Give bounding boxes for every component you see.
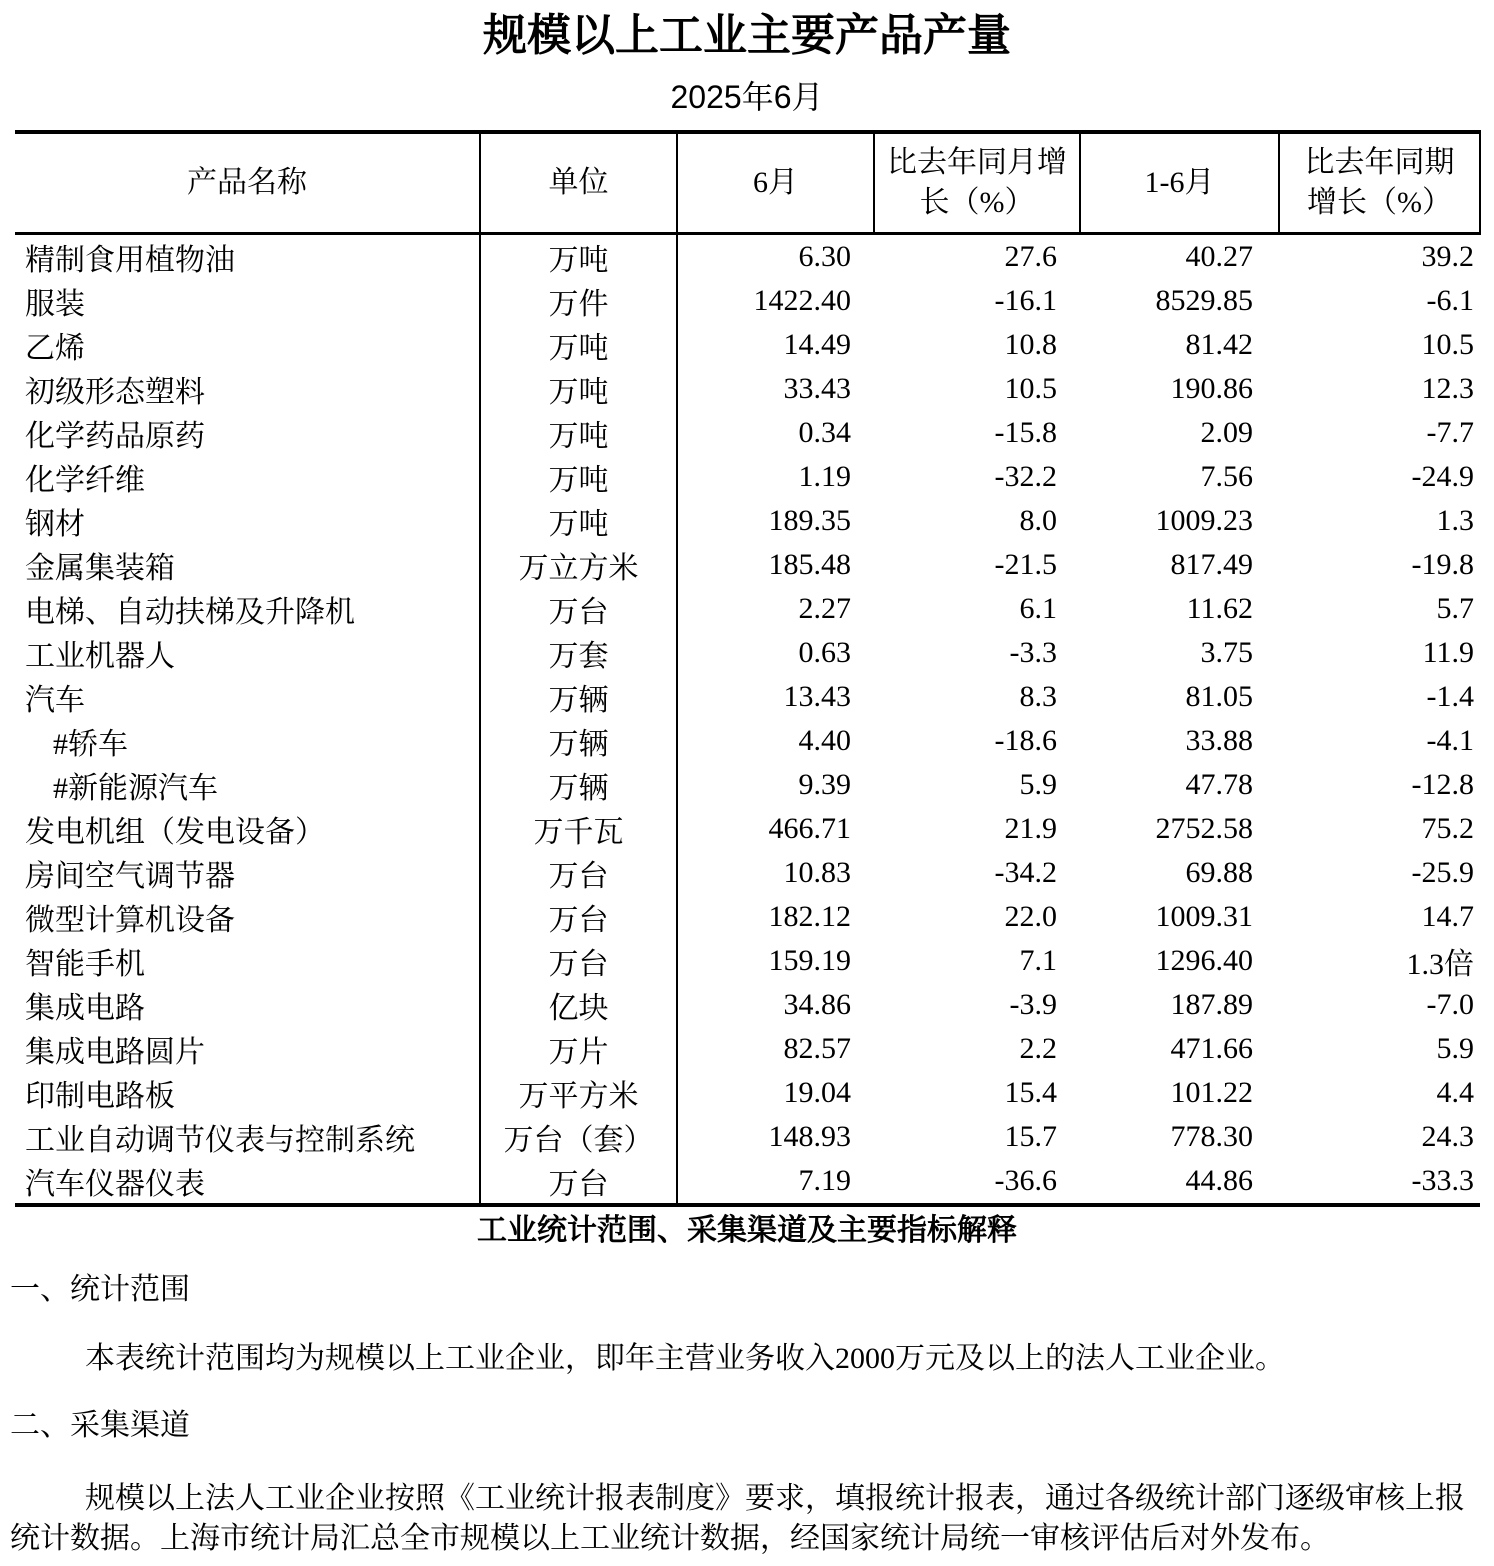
product-name: 工业自动调节仪表与控制系统 [15, 1115, 480, 1159]
table-row [15, 499, 1480, 543]
value-jun: 13.43 [783, 680, 851, 713]
value-yoy-growth: -33.3 [1411, 1164, 1474, 1197]
product-name: 发电机组（发电设备） [15, 807, 480, 851]
value-yoy-growth: -1.4 [1426, 680, 1474, 713]
value-yoy-growth: 1.3倍 [1406, 948, 1474, 981]
value-mom-growth: -34.2 [994, 856, 1057, 889]
table-row [15, 1071, 1480, 1115]
unit: 万台 [480, 587, 677, 631]
column-header-4: 比去年同月增长（%） [874, 132, 1080, 234]
notes-heading: 工业统计范围、采集渠道及主要指标解释 [477, 1214, 1017, 1247]
value-yoy-growth: -25.9 [1411, 856, 1474, 889]
unit: 万平方米 [480, 1071, 677, 1115]
value-jan-jun: 47.78 [1185, 768, 1253, 801]
table-row [15, 279, 1480, 323]
table-body [15, 234, 1480, 1206]
value-mom-growth: 10.5 [1004, 372, 1057, 405]
unit: 万台 [480, 895, 677, 939]
table-row [15, 234, 1480, 280]
value-yoy-growth: -4.1 [1426, 724, 1474, 757]
notes-section2-title: 二、采集渠道 [10, 1409, 190, 1442]
value-jun: 14.49 [783, 328, 851, 361]
value-jan-jun: 190.86 [1170, 372, 1253, 405]
product-name: 微型计算机设备 [15, 895, 480, 939]
value-jan-jun: 33.88 [1185, 724, 1253, 757]
value-jan-jun: 3.75 [1200, 636, 1253, 669]
value-mom-growth: 7.1 [1019, 944, 1057, 977]
value-yoy-growth: 39.2 [1421, 240, 1474, 273]
unit: 万吨 [480, 367, 677, 411]
product-name: 智能手机 [15, 939, 480, 983]
value-mom-growth: -18.6 [994, 724, 1057, 757]
table-row [15, 631, 1480, 675]
product-name: 服装 [15, 279, 480, 323]
table-row [15, 367, 1480, 411]
unit: 万台 [480, 1159, 677, 1205]
table-row [15, 1159, 1480, 1205]
table-row [15, 323, 1480, 367]
table-row [15, 763, 1480, 807]
product-name: 电梯、自动扶梯及升降机 [15, 587, 480, 631]
products-table [15, 130, 1481, 1207]
value-jan-jun: 471.66 [1170, 1032, 1253, 1065]
product-name: 工业机器人 [15, 631, 480, 675]
product-name: 乙烯 [15, 323, 480, 367]
value-mom-growth: -3.3 [1009, 636, 1057, 669]
value-yoy-growth: -6.1 [1426, 284, 1474, 317]
unit: 万套 [480, 631, 677, 675]
table-row [15, 851, 1480, 895]
value-jun: 4.40 [798, 724, 851, 757]
unit: 万辆 [480, 719, 677, 763]
value-jan-jun: 1009.23 [1155, 504, 1253, 537]
value-yoy-growth: 5.7 [1436, 592, 1474, 625]
product-name: 金属集装箱 [15, 543, 480, 587]
product-name: 精制食用植物油 [15, 234, 480, 280]
value-jan-jun: 81.42 [1185, 328, 1253, 361]
value-jan-jun: 778.30 [1170, 1120, 1253, 1153]
value-yoy-growth: 4.4 [1436, 1076, 1474, 1109]
value-mom-growth: 5.9 [1019, 768, 1057, 801]
value-yoy-growth: -19.8 [1411, 548, 1474, 581]
notes-section1-body: 本表统计范围均为规模以上工业企业，即年主营业务收入2000万元及以上的法人工业企业。 [85, 1342, 1285, 1375]
value-jun: 0.63 [798, 636, 851, 669]
value-jun: 159.19 [768, 944, 851, 977]
unit: 万立方米 [480, 543, 677, 587]
table-row [15, 587, 1480, 631]
product-name: 初级形态塑料 [15, 367, 480, 411]
value-yoy-growth: 10.5 [1421, 328, 1474, 361]
table-header [15, 132, 1480, 234]
column-header-5: 1-6月 [1080, 132, 1279, 234]
value-jan-jun: 8529.85 [1155, 284, 1253, 317]
unit: 万吨 [480, 455, 677, 499]
value-mom-growth: -36.6 [994, 1164, 1057, 1197]
value-yoy-growth: 14.7 [1421, 900, 1474, 933]
value-jan-jun: 11.62 [1186, 592, 1253, 625]
notes-section2-body: 规模以上法人工业企业按照《工业统计报表制度》要求，填报统计报表，通过各级统计部门逐级审核上报统计数据。上海市统计局汇总全市规模以上工业统计数据，经国家统计局统一审核评估后对外发布。 [10, 1482, 1465, 1555]
product-name: 化学纤维 [15, 455, 480, 499]
value-mom-growth: 8.3 [1019, 680, 1057, 713]
unit: 万千瓦 [480, 807, 677, 851]
value-jan-jun: 101.22 [1170, 1076, 1253, 1109]
notes-section1-title: 一、统计范围 [10, 1273, 190, 1306]
table-row [15, 675, 1480, 719]
unit: 万吨 [480, 234, 677, 280]
table-row [15, 411, 1480, 455]
value-jun: 6.30 [798, 240, 851, 273]
value-jan-jun: 2752.58 [1155, 812, 1253, 845]
value-mom-growth: -21.5 [994, 548, 1057, 581]
product-name: 汽车 [15, 675, 480, 719]
value-jun: 185.48 [768, 548, 851, 581]
value-mom-growth: -15.8 [994, 416, 1057, 449]
unit: 亿块 [480, 983, 677, 1027]
unit: 万件 [480, 279, 677, 323]
table-row [15, 719, 1480, 763]
table-row [15, 455, 1480, 499]
value-mom-growth: 21.9 [1004, 812, 1057, 845]
value-mom-growth: -3.9 [1009, 988, 1057, 1021]
unit: 万台（套） [480, 1115, 677, 1159]
value-jun: 148.93 [768, 1120, 851, 1153]
value-jun: 0.34 [798, 416, 851, 449]
value-mom-growth: 27.6 [1004, 240, 1057, 273]
table-row [15, 543, 1480, 587]
column-header-2: 单位 [480, 132, 677, 234]
table-row [15, 807, 1480, 851]
value-jun: 9.39 [798, 768, 851, 801]
table-row [15, 1115, 1480, 1159]
product-name: #轿车 [15, 719, 480, 763]
value-jan-jun: 817.49 [1170, 548, 1253, 581]
value-jun: 2.27 [798, 592, 851, 625]
product-name: 集成电路圆片 [15, 1027, 480, 1071]
value-jun: 10.83 [783, 856, 851, 889]
product-name: 钢材 [15, 499, 480, 543]
value-yoy-growth: -7.7 [1426, 416, 1474, 449]
unit: 万吨 [480, 499, 677, 543]
value-yoy-growth: 75.2 [1421, 812, 1474, 845]
value-jun: 34.86 [783, 988, 851, 1021]
value-mom-growth: 15.4 [1004, 1076, 1057, 1109]
value-mom-growth: 8.0 [1019, 504, 1057, 537]
product-name: 汽车仪器仪表 [15, 1159, 480, 1205]
value-mom-growth: 6.1 [1019, 592, 1057, 625]
table-row [15, 895, 1480, 939]
value-yoy-growth: 24.3 [1421, 1120, 1474, 1153]
product-name: 印制电路板 [15, 1071, 480, 1115]
value-jan-jun: 1009.31 [1155, 900, 1253, 933]
unit: 万台 [480, 851, 677, 895]
value-jan-jun: 40.27 [1185, 240, 1253, 273]
value-yoy-growth: -24.9 [1411, 460, 1474, 493]
value-jan-jun: 187.89 [1170, 988, 1253, 1021]
product-name: 集成电路 [15, 983, 480, 1027]
product-name: 化学药品原药 [15, 411, 480, 455]
value-yoy-growth: 5.9 [1436, 1032, 1474, 1065]
value-jun: 1422.40 [753, 284, 851, 317]
value-jan-jun: 2.09 [1200, 416, 1253, 449]
value-yoy-growth: -7.0 [1426, 988, 1474, 1021]
unit: 万片 [480, 1027, 677, 1071]
header-row [15, 132, 1480, 234]
product-name: 房间空气调节器 [15, 851, 480, 895]
value-mom-growth: -32.2 [994, 460, 1057, 493]
value-jun: 182.12 [768, 900, 851, 933]
value-mom-growth: 15.7 [1004, 1120, 1057, 1153]
unit: 万台 [480, 939, 677, 983]
table-row [15, 939, 1480, 983]
value-yoy-growth: 11.9 [1422, 636, 1474, 669]
value-yoy-growth: 1.3 [1436, 504, 1474, 537]
table-row [15, 1027, 1480, 1071]
unit: 万吨 [480, 411, 677, 455]
report-period: 2025年6月 [670, 79, 824, 115]
value-jun: 33.43 [783, 372, 851, 405]
column-header-3: 6月 [677, 132, 874, 234]
value-jun: 189.35 [768, 504, 851, 537]
value-jun: 7.19 [798, 1164, 851, 1197]
value-jun: 19.04 [783, 1076, 851, 1109]
value-jan-jun: 1296.40 [1155, 944, 1253, 977]
unit: 万辆 [480, 675, 677, 719]
column-header-6: 比去年同期增长（%） [1279, 132, 1480, 234]
unit: 万吨 [480, 323, 677, 367]
table-row [15, 983, 1480, 1027]
value-mom-growth: 2.2 [1019, 1032, 1057, 1065]
page-title: 规模以上工业主要产品产量 [483, 11, 1011, 60]
value-mom-growth: 10.8 [1004, 328, 1057, 361]
value-jan-jun: 69.88 [1185, 856, 1253, 889]
product-name: #新能源汽车 [15, 763, 480, 807]
unit: 万辆 [480, 763, 677, 807]
value-jun: 466.71 [768, 812, 851, 845]
value-yoy-growth: 12.3 [1421, 372, 1474, 405]
value-jan-jun: 81.05 [1185, 680, 1253, 713]
value-mom-growth: 22.0 [1004, 900, 1057, 933]
value-jun: 1.19 [798, 460, 851, 493]
value-jan-jun: 7.56 [1200, 460, 1253, 493]
value-jun: 82.57 [783, 1032, 851, 1065]
value-jan-jun: 44.86 [1185, 1164, 1253, 1197]
column-header-1: 产品名称 [15, 132, 480, 234]
value-mom-growth: -16.1 [994, 284, 1057, 317]
value-yoy-growth: -12.8 [1411, 768, 1474, 801]
